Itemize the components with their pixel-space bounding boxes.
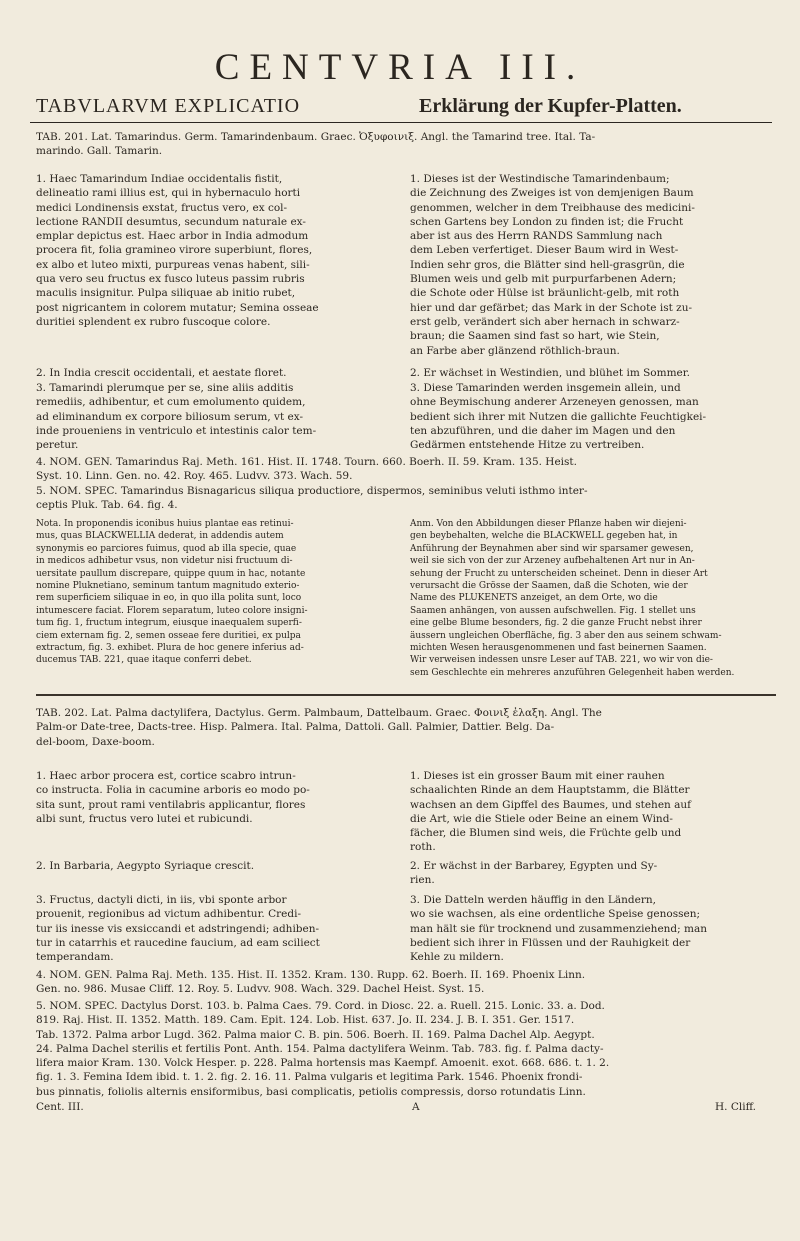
text-line: qua vero seu fructus ex fusco luteus passim rubris bbox=[36, 273, 305, 286]
text-line: intumescere faciat. Florem separatum, luteo colore insigni- bbox=[36, 605, 308, 616]
tab201-german-para-3 bbox=[410, 381, 776, 452]
text-line: tur iis inesse vis exsiccandi et adstringendi; adhiben- bbox=[36, 922, 320, 935]
text-line: inde proueniens in ventriculo et intestinis calor tem- bbox=[36, 424, 317, 437]
text-line: wo sie wachsen, als eine ordentliche Speise genossen; bbox=[410, 908, 701, 921]
text-line: Indien sehr gros, die Blätter sind hell-grasgrün, die bbox=[410, 258, 685, 271]
text-line: tur in catarrhis et raucedine faucium, ad eam sciliect bbox=[36, 936, 320, 949]
text-line: braun; die Saamen sind fast so hart, wie Stein, bbox=[410, 330, 660, 343]
text-line: temperandam. bbox=[36, 951, 114, 964]
text-line: 4. NOM. GEN. Tamarindus Raj. Meth. 161. Hist. II. 1748. Tourn. 660. Boerh. II. 59. Kram. 135. Heist. bbox=[36, 456, 577, 468]
text-line: 1. Haec Tamarindum Indiae occidentalis fistit, bbox=[36, 173, 283, 185]
text-line: hier und dar gefärbet; das Mark in der Schote ist zu- bbox=[410, 301, 693, 314]
tab201-heading bbox=[36, 130, 776, 159]
text-line: Anm. Von den Abbildungen dieser Pflanze haben wir diejeni- bbox=[410, 519, 687, 529]
tab201-nom-gen bbox=[36, 455, 776, 484]
text-line: 819. Raj. Hist. II. 1352. Matth. 189. Cam. Epit. 124. Lob. Hist. 637. Jo. II. 234. J. B. I. 351. Ger. 1517. bbox=[36, 1014, 575, 1027]
text-line: schaalichten Rinde an dem Hauptstamm, die Blätter bbox=[410, 784, 690, 797]
text-line: michten Wesen herausgenommenen und fast beinernen Saamen. bbox=[410, 643, 707, 654]
text-line: Kehle zu mildern. bbox=[410, 951, 504, 964]
text-line: aber ist aus des Herrn RANDS Sammlung nach bbox=[410, 230, 663, 243]
tab202-nom-spec bbox=[36, 999, 776, 1099]
text-line: 3. Fructus, dactyli dicti, in iis, vbi sponte arbor bbox=[36, 894, 287, 906]
text-line: die Schote oder Hülse ist bräunlicht-gelb, mit roth bbox=[410, 287, 680, 300]
text-line: fig. 1. 3. Femina Idem ibid. t. 1. 2. fig. 2. 16. 11. Palma vulgaris et legitima Park. 1546. Phoenix frondi- bbox=[36, 1071, 583, 1084]
tab201-nom-spec bbox=[36, 484, 776, 513]
tab202-nom-gen bbox=[36, 968, 776, 997]
footer-signature-left: Cent. III. bbox=[36, 1101, 84, 1113]
text-line: 5. NOM. SPEC. Tamarindus Bisnagaricus siliqua productiore, dispermos, seminibus veluti isthmo inter- bbox=[36, 485, 588, 497]
text-line: weil sie sich von der zur Arzeney aufbehaltenen Art nur in An- bbox=[410, 556, 695, 567]
text-line: tum fig. 1, fructum integrum, eiusque inaequalem superfi- bbox=[36, 618, 302, 629]
text-line: remediis, adhibentur, et cum emolumento quidem, bbox=[36, 396, 306, 409]
footer-catchword: H. Cliff. bbox=[715, 1101, 757, 1113]
tab201-heading-line: TAB. 201. Lat. Tamarindus. Germ. Tamarindenbaum. Graec. Ὀξυφοινιξ. Angl. the Tamarind tree. Ital. Ta- bbox=[36, 131, 596, 143]
text-line: Name des PLUKENETS anzeiget, an dem Orte, wo die bbox=[410, 593, 658, 604]
header-rule bbox=[30, 122, 772, 123]
text-line: emplar depictus est. Haec arbor in India admodum bbox=[36, 230, 309, 243]
text-line: 24. Palma Dachel sterilis et fertilis Pont. Anth. 154. Palma dactylifera Weinm. Tab. 783. fig. f. Palma dacty- bbox=[36, 1042, 604, 1055]
text-line: erst gelb, verändert sich aber hernach in schwarz- bbox=[410, 315, 680, 328]
text-line: bedient sich ihrer mit Nutzen die gallichte Feuchtigkei- bbox=[410, 410, 707, 423]
tab202-heading bbox=[36, 706, 776, 749]
text-line: Tab. 1372. Palma arbor Lugd. 362. Palma maior C. B. pin. 506. Boerh. II. 169. Palma Dachel Alp. Aegypt. bbox=[36, 1028, 595, 1041]
text-line: procera fit, folia gramineo virore superbiunt, flores, bbox=[36, 244, 313, 257]
text-line: 1. Haec arbor procera est, cortice scabro intrun- bbox=[36, 770, 296, 782]
text-line: sita sunt, prout rami ventilabris applicantur, flores bbox=[36, 798, 306, 811]
text-line: Nota. In proponendis iconibus huius plantae eas retinui- bbox=[36, 519, 294, 529]
text-line: bedient sich ihrer in Flüssen und der Rauhigkeit der bbox=[410, 936, 691, 949]
text-line: rien. bbox=[410, 874, 435, 887]
subtitle-german: Erklärung der Kupfer-Platten. bbox=[419, 95, 682, 117]
text-line: schen Gartens bey London zu finden ist; die Frucht bbox=[410, 215, 684, 228]
text-line: ohne Beymischung anderer Arzeneyen genossen, man bbox=[410, 396, 699, 409]
text-line: Gen. no. 986. Musae Cliff. 12. Roy. 5. Ludvv. 908. Wach. 329. Dachel Heist. Syst. 15. bbox=[36, 983, 485, 996]
text-line: roth. bbox=[410, 841, 436, 854]
tab201-latin-para-2: 2. In India crescit occidentali, et aestate floret. bbox=[36, 367, 287, 379]
text-line: 5. NOM. SPEC. Dactylus Dorst. 103. b. Palma Caes. 79. Cord. in Diosc. 22. a. Ruell. 215. Lonic. 33. a. Dod. bbox=[36, 1000, 605, 1012]
text-line: bus pinnatis, foliolis alternis ensiformibus, basi complicatis, petiolis compressis, dorso rotundatis Linn. bbox=[36, 1085, 586, 1098]
text-line: 1. Dieses ist der Westindische Tamarindenbaum; bbox=[410, 173, 670, 185]
tab202-german-para-1 bbox=[410, 769, 776, 855]
text-line: 3. Tamarindi plerumque per se, sine aliis additis bbox=[36, 382, 294, 394]
text-line: ducemus TAB. 221, quae itaque conferri debet. bbox=[36, 655, 252, 666]
tab201-german-para-1 bbox=[410, 172, 776, 358]
text-line: mus, quas BLACKWELLIA dederat, in addendis autem bbox=[36, 531, 284, 542]
text-line: prouenit, regionibus ad victum adhibentur. Credi- bbox=[36, 908, 302, 921]
text-line: sehung der Frucht zu unterscheiden scheinet. Denn in dieser Art bbox=[410, 568, 708, 579]
tab201-german-para-2: 2. Er wächset in Westindien, und blühet im Sommer. bbox=[410, 367, 690, 379]
text-line: nomine Pluknetiano, seminum tantum magnitudo exterio- bbox=[36, 581, 300, 592]
text-line: Anführung der Beynahmen aber sind wir sparsamer gewesen, bbox=[410, 543, 694, 554]
text-line: 4. NOM. GEN. Palma Raj. Meth. 135. Hist. II. 1352. Kram. 130. Rupp. 62. Boerh. II. 169. Phoenix Linn. bbox=[36, 969, 586, 981]
text-line: synonymis eo parciores fuimus, quod ab illa specie, quae bbox=[36, 543, 297, 554]
text-line: delineatio rami illius est, qui in hybernaculo horti bbox=[36, 187, 301, 200]
tab202-german-para-2 bbox=[410, 859, 776, 888]
subtitle-latin: TABVLARVM EXPLICATIO bbox=[36, 95, 301, 117]
tab202-latin-para-3 bbox=[36, 893, 402, 964]
text-line: Blumen weis und gelb mit purpurfarbenen Adern; bbox=[410, 273, 677, 286]
text-line: Wir verweisen indessen unsre Leser auf TAB. 221, wo wir von die- bbox=[410, 655, 713, 666]
text-line: peretur. bbox=[36, 439, 79, 452]
text-line: 3. Die Datteln werden häuffig in den Ländern, bbox=[410, 894, 656, 906]
text-line: genommen, welcher in dem Treibhause des medicini- bbox=[410, 201, 695, 214]
text-line: man hält sie für trocknend und zusammenziehend; man bbox=[410, 922, 707, 935]
text-line: gen beybehalten, welche die BLACKWELL gegeben hat, in bbox=[410, 531, 678, 542]
text-line: fächer, die Blumen sind weis, die Früchte gelb und bbox=[410, 827, 682, 840]
text-line: in medicos adhibetur vsus, non videtur nisi fructuum di- bbox=[36, 556, 293, 567]
text-line: lectione RANDII desumtus, secundum naturale ex- bbox=[36, 215, 306, 228]
text-line: wachsen an dem Gipffel des Baumes, und stehen auf bbox=[410, 798, 692, 811]
tab201-nota-german bbox=[410, 518, 776, 679]
text-line: rem superficiem siliquae in eo, in quo illa polita sunt, loco bbox=[36, 593, 302, 604]
tab202-latin-para-1 bbox=[36, 769, 402, 826]
text-line: verursacht die Grösse der Saamen, daß die Schoten, wie der bbox=[410, 581, 688, 592]
text-line: eine gelbe Blume besonders, fig. 2 die ganze Frucht nebst ihrer bbox=[410, 618, 702, 629]
tab202-german-para-3 bbox=[410, 893, 776, 964]
tab202-latin-para-2: 2. In Barbaria, Aegypto Syriaque crescit. bbox=[36, 860, 255, 872]
text-line: albi sunt, fructus vero lutei et rubicundi. bbox=[36, 812, 253, 825]
text-line: medici Londinensis exstat, fructus vero, ex col- bbox=[36, 201, 288, 214]
tab201-heading-line: marindo. Gall. Tamarin. bbox=[36, 145, 163, 158]
footer-signature-mark: A bbox=[412, 1101, 420, 1113]
text-line: Gedärmen entstehende Hitze zu vertreiben. bbox=[410, 439, 645, 452]
text-line: 2. Er wächst in der Barbarey, Egypten und Sy- bbox=[410, 860, 658, 872]
text-line: dem Leben verfertiget. Dieser Baum wird in West- bbox=[410, 244, 679, 257]
text-line: post nigricantem in colorem mutatur; Semina osseae bbox=[36, 301, 319, 314]
text-line: äussern ungleichen Oberfläche, fig. 3 aber den aus seinem schwam- bbox=[410, 630, 722, 641]
tab202-heading-line: del-boom, Daxe-boom. bbox=[36, 735, 155, 748]
text-line: die Zeichnung des Zweiges ist von demjenigen Baum bbox=[410, 187, 694, 200]
text-line: duritiei splendent ex rubro fuscoque colore. bbox=[36, 315, 271, 328]
text-line: ciem externam fig. 2, semen osseae fere duritiei, ex pulpa bbox=[36, 630, 301, 641]
text-line: Syst. 10. Linn. Gen. no. 42. Roy. 465. Ludvv. 373. Wach. 59. bbox=[36, 470, 353, 483]
text-line: extractum, fig. 3. exhibet. Plura de hoc genere inferius ad- bbox=[36, 643, 304, 654]
text-line: 1. Dieses ist ein grosser Baum mit einer rauhen bbox=[410, 770, 665, 782]
text-line: lifera maior Kram. 130. Volck Hesper. p. 228. Palma hortensis mas Kaempf. Amoenit. exot. 668. 686. t. 1. 2. bbox=[36, 1057, 610, 1070]
tab202-heading-line: TAB. 202. Lat. Palma dactylifera, Dactylus. Germ. Palmbaum, Dattelbaum. Graec. Φοινιξ ἐλαξη. Angl. The bbox=[36, 707, 602, 719]
tab202-heading-line: Palm-or Date-tree, Dacts-tree. Hisp. Palmera. Ital. Palma, Dattoli. Gall. Palmier, Dattier. Belg. Da- bbox=[36, 721, 555, 734]
text-line: ad eliminandum ex corpore biliosum serum, vt ex- bbox=[36, 410, 304, 423]
text-line: sem Geschlechte ein mehreres anzuführen Gelegenheit haben werden. bbox=[410, 667, 735, 678]
text-line: ceptis Pluk. Tab. 64. fig. 4. bbox=[36, 499, 178, 512]
tab201-latin-para-1 bbox=[36, 172, 402, 329]
page-title: CENTVRIA III. bbox=[214, 47, 586, 88]
text-line: an Farbe aber glänzend röthlich-braun. bbox=[410, 344, 620, 357]
text-line: Saamen anhängen, von aussen aufschwellen. Fig. 1 stellet uns bbox=[410, 605, 696, 616]
text-line: co instructa. Folia in cacumine arboris eo modo po- bbox=[36, 784, 310, 797]
tab201-nota-latin bbox=[36, 518, 402, 667]
text-line: die Art, wie die Stiele oder Beine an einem Wind- bbox=[410, 812, 673, 825]
tab201-latin-para-3 bbox=[36, 381, 402, 452]
text-line: maculis insignitur. Pulpa siliquae ab initio rubet, bbox=[36, 287, 296, 300]
text-line: uersitate paullum discrepare, quippe quum in hac, notante bbox=[36, 568, 306, 579]
text-line: ex albo et luteo mixti, purpureas venas habent, sili- bbox=[36, 258, 310, 271]
section-divider bbox=[36, 694, 776, 696]
text-line: ten abzuführen, und die daher im Magen und den bbox=[410, 424, 676, 437]
text-line: 3. Diese Tamarinden werden insgemein allein, und bbox=[410, 382, 681, 394]
